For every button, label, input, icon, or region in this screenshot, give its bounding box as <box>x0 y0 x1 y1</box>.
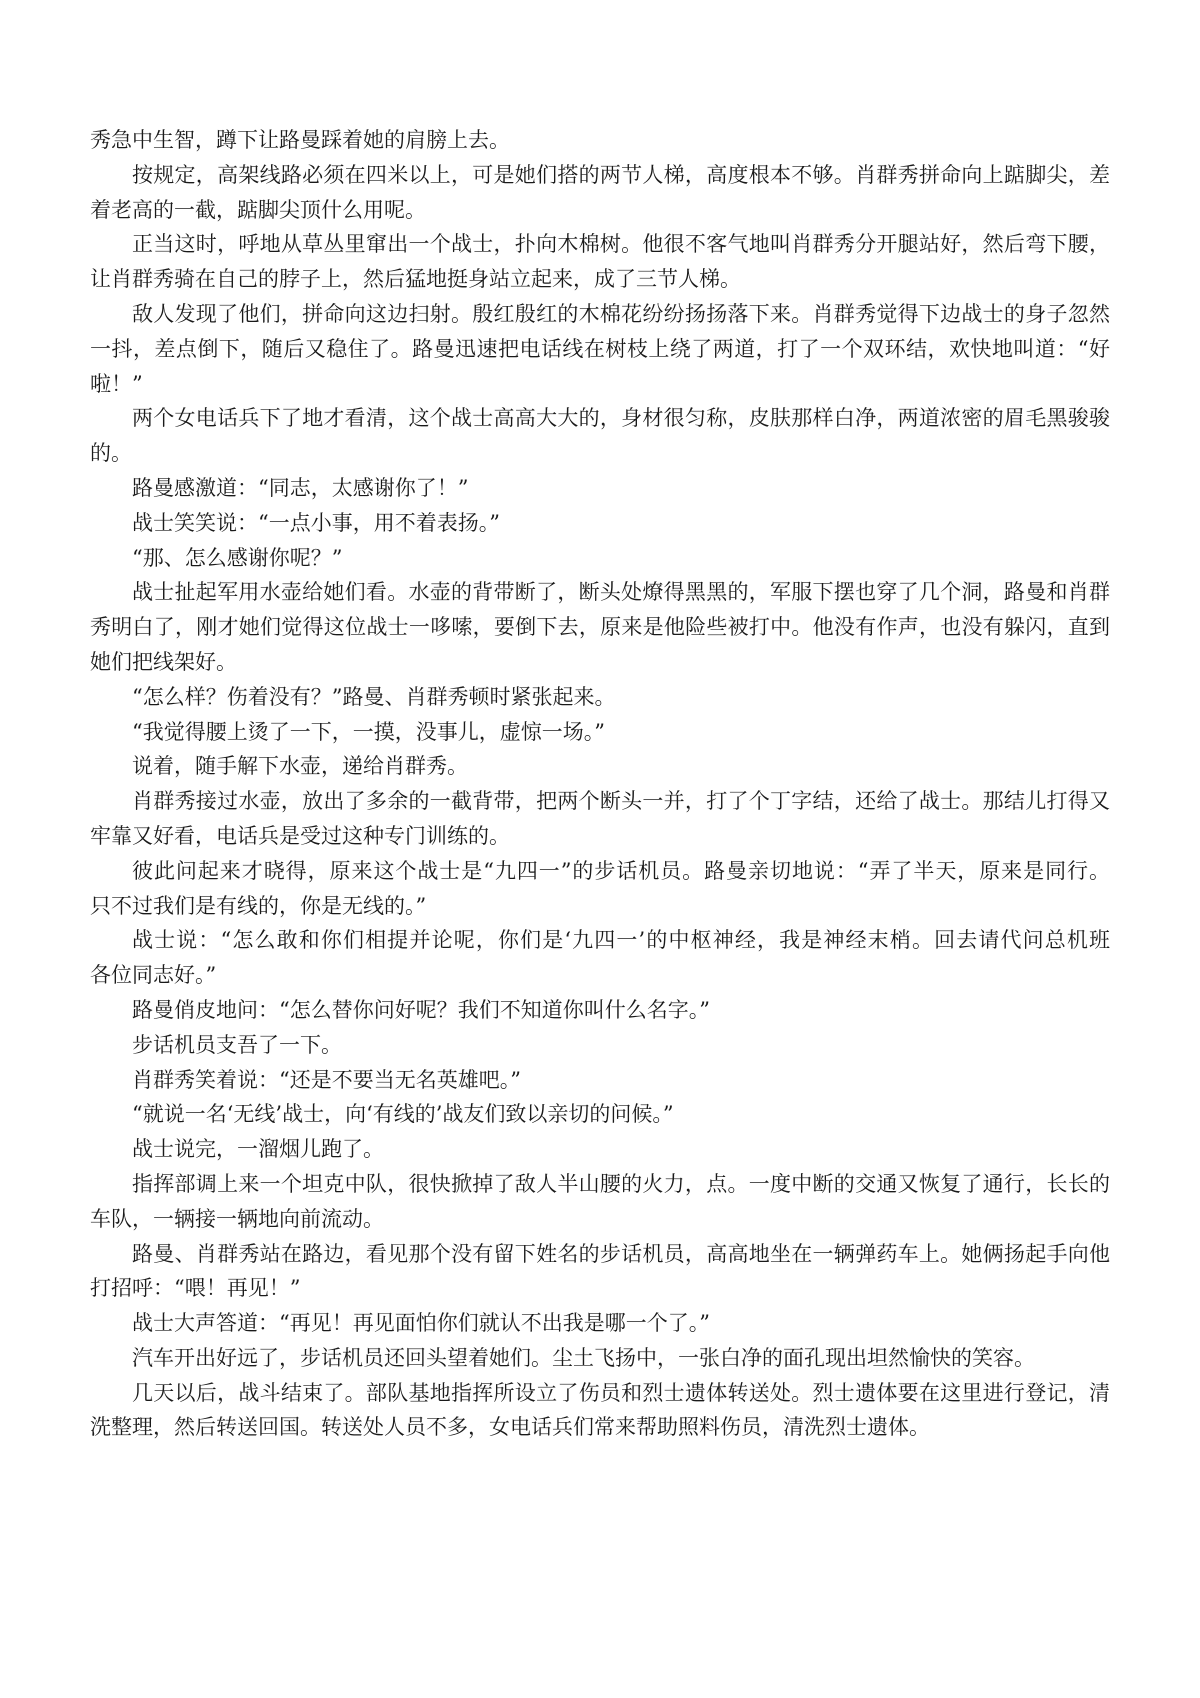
paragraph <box>90 1028 1110 1063</box>
text-line: 彼此问起来才晓得，原来这个战士是“九四一”的步话机员。路曼亲切地说：“弄了半天，原来是同行。 <box>132 858 1110 883</box>
paragraph <box>90 749 1110 784</box>
text-line: 路曼感激道：“同志，太感谢你了！” <box>132 475 469 500</box>
paragraph <box>90 158 1110 228</box>
text-line: 她们把线架好。 <box>90 649 237 674</box>
paragraph <box>90 923 1110 993</box>
paragraph <box>90 1097 1110 1132</box>
paragraph <box>90 401 1110 471</box>
text-line: 两个女电话兵下了地才看清，这个战士高高大大的，身材很匀称，皮肤那样白净，两道浓密的眉毛黑骏骏 <box>132 406 1110 431</box>
text-line: 车队，一辆接一辆地向前流动。 <box>90 1206 384 1231</box>
text-line: 战士说完，一溜烟儿跑了。 <box>132 1137 384 1162</box>
text-line: 啦！” <box>90 371 143 396</box>
paragraph <box>90 1306 1110 1341</box>
paragraph <box>90 1341 1110 1376</box>
text-line: 各位同志好。” <box>90 963 217 988</box>
text-line: 路曼俏皮地问：“怎么替你问好呢？我们不知道你叫什么名字。” <box>132 997 710 1022</box>
text-line: 着老高的一截，踮脚尖顶什么用呢。 <box>90 197 426 222</box>
paragraph <box>90 297 1110 401</box>
text-line: 打招呼：“喂！再见！” <box>90 1276 301 1301</box>
text-line: 步话机员支吾了一下。 <box>132 1032 342 1057</box>
paragraph <box>90 227 1110 297</box>
text-line: 汽车开出好远了，步话机员还回头望着她们。尘土飞扬中，一张白净的面孔现出坦然愉快的笑容。 <box>132 1345 1035 1370</box>
paragraph <box>90 123 1110 158</box>
text-line: 说着，随手解下水壶，递给肖群秀。 <box>132 754 468 779</box>
text-line: 正当这时，呼地从草丛里窜出一个战士，扑向木棉树。他很不客气地叫肖群秀分开腿站好，然后弯下腰， <box>132 232 1110 257</box>
paragraph <box>90 506 1110 541</box>
paragraph <box>90 471 1110 506</box>
paragraph <box>90 1063 1110 1098</box>
text-line: 按规定，高架线路必须在四米以上，可是她们搭的两节人梯，高度根本不够。肖群秀拼命向上踮脚尖，差 <box>132 162 1110 187</box>
paragraph <box>90 784 1110 854</box>
paragraph <box>90 715 1110 750</box>
text-line: 的。 <box>90 441 132 466</box>
text-line: 战士笑笑说：“一点小事，用不着表扬。” <box>132 510 500 535</box>
text-line: 战士说：“怎么敢和你们相提并论呢，你们是‘九四一’的中枢神经，我是神经末梢。回去请代问总机班 <box>132 928 1110 953</box>
text-line: 路曼、肖群秀站在路边，看见那个没有留下姓名的步话机员，高高地坐在一辆弹药车上。她俩扬起手向他 <box>132 1241 1110 1266</box>
text-line: 战士扯起军用水壶给她们看。水壶的背带断了，断头处燎得黑黑的，军服下摆也穿了几个洞，路曼和肖群 <box>132 580 1110 605</box>
text-line: 指挥部调上来一个坦克中队，很快掀掉了敌人半山腰的火力，点。一度中断的交通又恢复了通行，长长的 <box>132 1171 1110 1196</box>
paragraph <box>90 541 1110 576</box>
text-line: 牢靠又好看，电话兵是受过这种专门训练的。 <box>90 823 510 848</box>
text-line: 肖群秀笑着说：“还是不要当无名英雄吧。” <box>132 1067 521 1092</box>
text-line: “我觉得腰上烫了一下，一摸，没事儿，虚惊一场。” <box>132 719 605 744</box>
text-line: 肖群秀接过水壶，放出了多余的一截背带，把两个断头一并，打了个丁字结，还给了战士。那结儿打得又 <box>132 789 1110 814</box>
text-line: 战士大声答道：“再见！再见面怕你们就认不出我是哪一个了。” <box>132 1311 710 1336</box>
paragraph <box>90 993 1110 1028</box>
document-body <box>90 123 1110 1445</box>
paragraph <box>90 854 1110 924</box>
text-line: “就说一名‘无线’战士，向‘有线的’战友们致以亲切的问候。” <box>132 1102 674 1127</box>
text-line: “那、怎么感谢你呢？” <box>132 545 343 570</box>
text-line: 让肖群秀骑在自己的脖子上，然后猛地挺身站立起来，成了三节人梯。 <box>90 267 741 292</box>
text-line: 秀明白了，刚才她们觉得这位战士一哆嗦，要倒下去，原来是他险些被打中。他没有作声，也没有躲闪，直到 <box>90 615 1110 640</box>
paragraph <box>90 1167 1110 1237</box>
paragraph <box>90 1132 1110 1167</box>
paragraph <box>90 575 1110 679</box>
paragraph <box>90 680 1110 715</box>
text-line: 一抖，差点倒下，随后又稳住了。路曼迅速把电话线在树枝上绕了两道，打了一个双环结，欢快地叫道：“好 <box>90 336 1110 361</box>
paragraph <box>90 1376 1110 1446</box>
text-line: 洗整理，然后转送回国。转送处人员不多，女电话兵们常来帮助照料伤员，清洗烈士遗体。 <box>90 1415 930 1440</box>
text-line: 只不过我们是有线的，你是无线的。” <box>90 893 427 918</box>
text-line: 敌人发现了他们，拼命向这边扫射。殷红殷红的木棉花纷纷扬扬落下来。肖群秀觉得下边战士的身子忽然 <box>132 301 1110 326</box>
text-line: “怎么样？伤着没有？”路曼、肖群秀顿时紧张起来。 <box>132 684 616 709</box>
text-line: 几天以后，战斗结束了。部队基地指挥所设立了伤员和烈士遗体转送处。烈士遗体要在这里进行登记，清 <box>132 1380 1110 1405</box>
paragraph <box>90 1237 1110 1307</box>
text-line: 秀急中生智，蹲下让路曼踩着她的肩膀上去。 <box>90 128 510 152</box>
